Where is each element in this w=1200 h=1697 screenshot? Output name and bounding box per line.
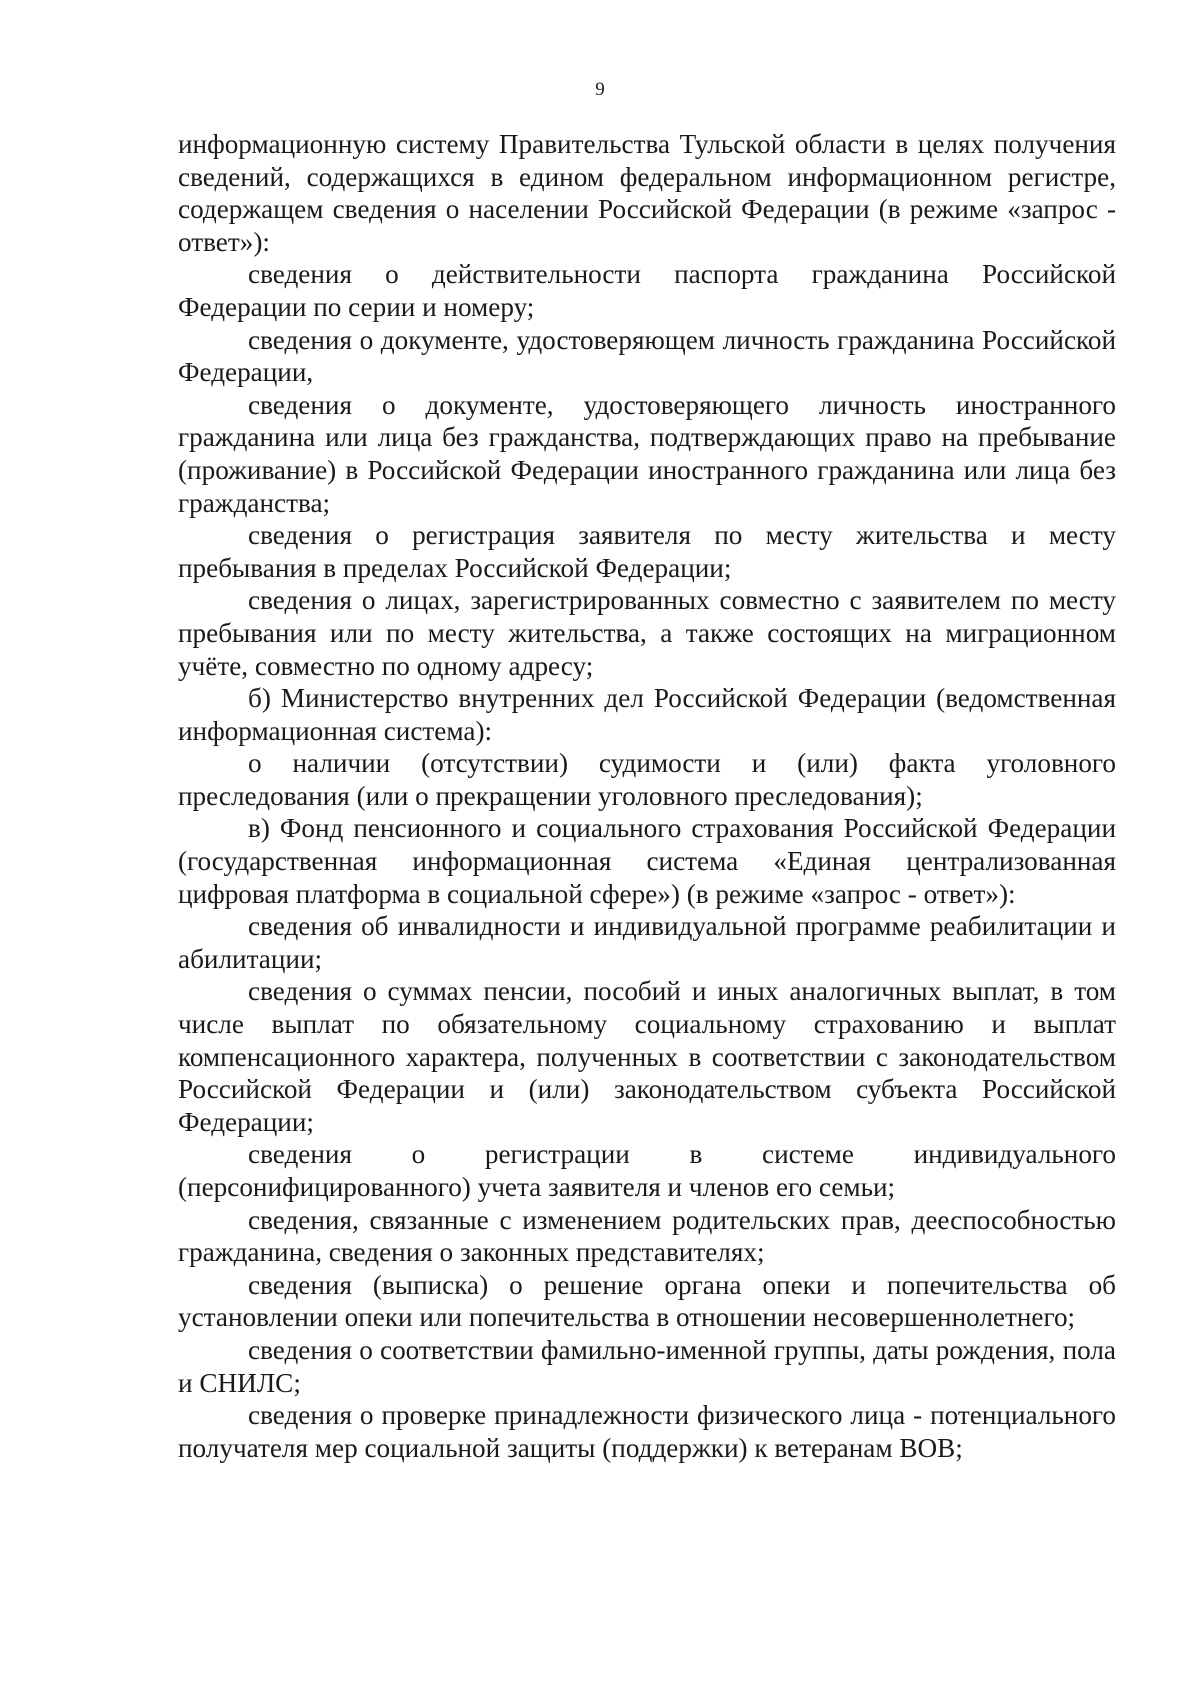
page-number: 9 <box>595 79 605 100</box>
document-body <box>178 128 1116 1464</box>
paragraph: сведения, связанные с изменением родительских прав, дееспособностью гражданина, сведения о законных представителях; <box>178 1204 1116 1268</box>
paragraph: сведения об инвалидности и индивидуальной программе реабилитации и абилитации; <box>178 911 1116 974</box>
paragraph: сведения о действительности паспорта гражданина Российской Федерации по серии и номеру; <box>178 259 1116 322</box>
paragraph: сведения о документе, удостоверяющем личность гражданина Российской Федерации, <box>178 324 1116 388</box>
paragraph: сведения о суммах пенсии, пособий и иных аналогичных выплат, в том числе выплат по обязательному социальному страхованию и выплат компенсационного характера, полученных в соответствии с законодательством Российской Федерации и (или) законодательством субъекта Российской Федерации; <box>178 976 1116 1137</box>
paragraph: сведения о регистрация заявителя по месту жительства и месту пребывания в пределах Российской Федерации; <box>178 520 1116 583</box>
paragraph: сведения о лицах, зарегистрированных совместно с заявителем по месту пребывания или по месту жительства, а также состоящих на миграционном учёте, совместно по одному адресу; <box>178 585 1116 681</box>
paragraph: информационную систему Правительства Тульской области в целях получения сведений, содержащихся в едином федеральном информационном регистре, содержащем сведения о населении Российской Федерации (в режиме «запрос - ответ»): <box>178 129 1116 257</box>
paragraph: сведения о документе, удостоверяющего личность иностранного гражданина или лица без гражданства, подтверждающих право на пребывание (проживание) в Российской Федерации иностранного гражданина или лица без гражданства; <box>178 389 1116 518</box>
paragraph: сведения о регистрации в системе индивидуального (персонифицированного) учета заявителя и членов его семьи; <box>178 1139 1116 1202</box>
paragraph: сведения о проверке принадлежности физического лица - потенциального получателя мер социальной защиты (поддержки) к ветеранам ВОВ; <box>178 1400 1116 1463</box>
paragraph: в) Фонд пенсионного и социального страхования Российской Федерации (государственная информационная система «Единая централизованная цифровая платформа в социальной сфере») (в режиме «запрос - ответ»): <box>178 813 1116 909</box>
paragraph: о наличии (отсутствии) судимости и (или) факта уголовного преследования (или о прекращении уголовного преследования); <box>178 748 1116 811</box>
paragraph: сведения (выписка) о решение органа опеки и попечительства об установлении опеки или попечительства в отношении несовершеннолетнего; <box>178 1269 1116 1333</box>
paragraph: сведения о соответствии фамильно-именной группы, даты рождения, пола и СНИЛС; <box>178 1334 1116 1398</box>
paragraph: б) Министерство внутренних дел Российской Федерации (ведомственная информационная система): <box>178 683 1116 746</box>
